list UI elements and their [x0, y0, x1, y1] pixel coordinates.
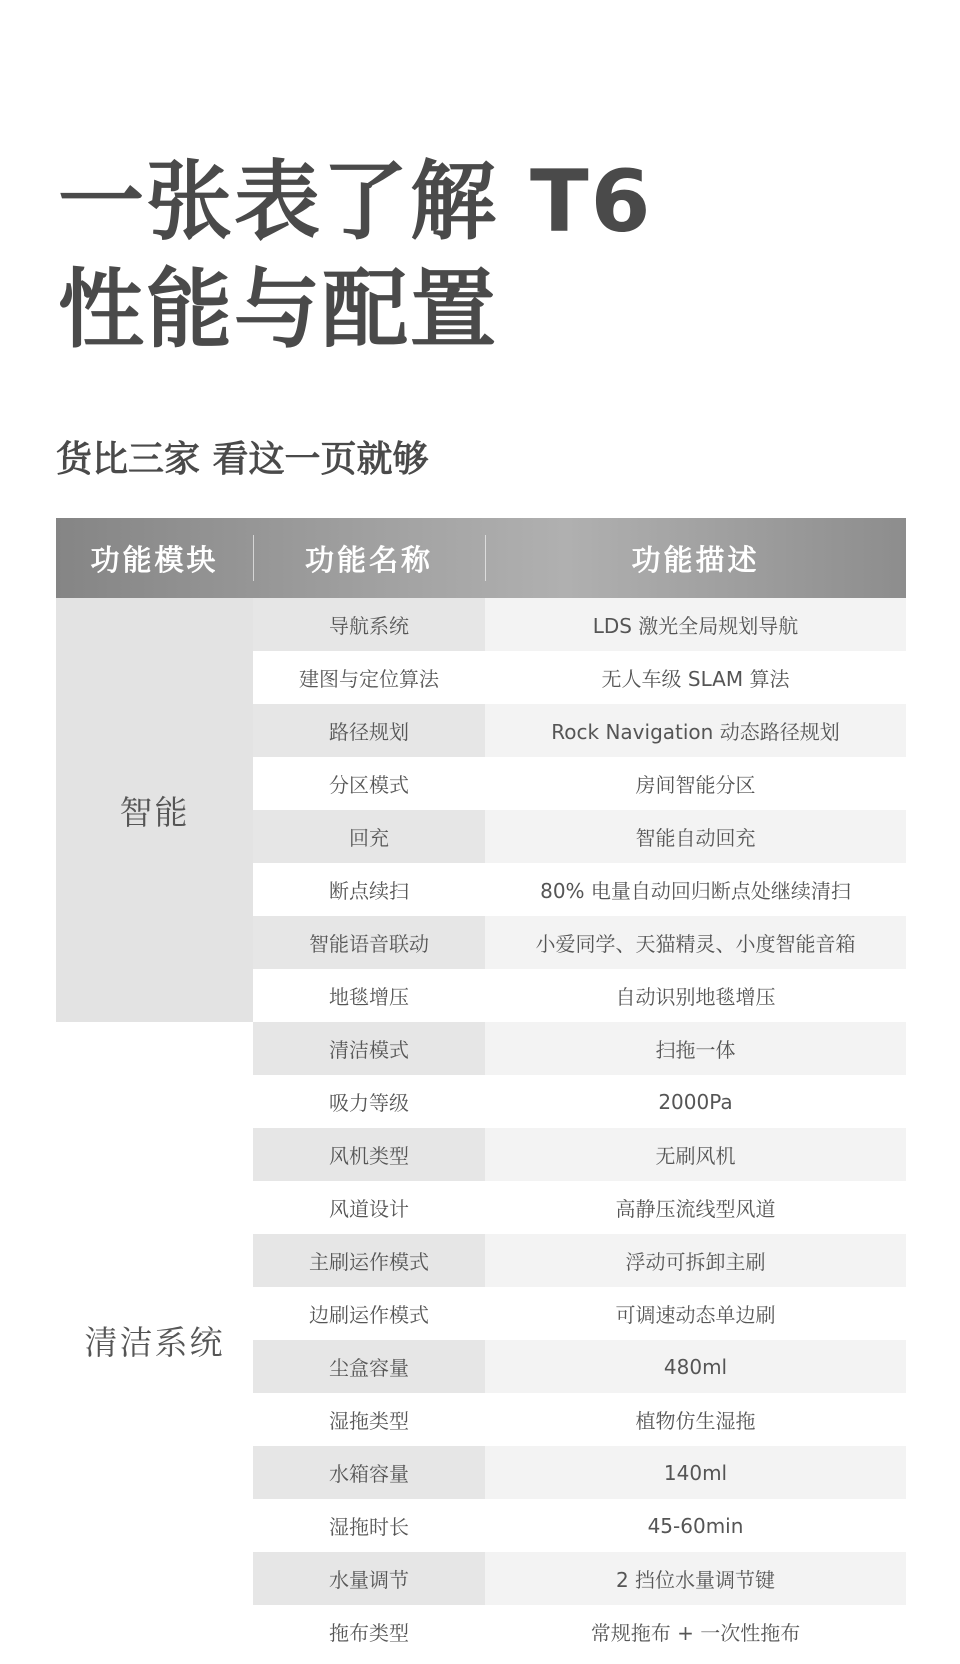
page-subtitle: 货比三家 看这一页就够: [56, 439, 429, 480]
table-row: [253, 1499, 906, 1552]
group-smart: [56, 598, 906, 1022]
row-name: 导航系统: [253, 598, 485, 651]
row-description: LDS 激光全局规划导航: [485, 598, 906, 651]
table-row: [253, 810, 906, 863]
page-title: [58, 148, 652, 364]
row-name: 分区模式: [253, 757, 485, 810]
row-description: 小爱同学、天猫精灵、小度智能音箱: [485, 916, 906, 969]
row-description: 2000Pa: [485, 1075, 906, 1128]
row-name: 路径规划: [253, 704, 485, 757]
spec-table: [56, 518, 906, 1658]
table-row: [253, 969, 906, 1022]
row-name: 断点续扫: [253, 863, 485, 916]
group-label: 智能: [56, 598, 253, 1022]
table-row: [253, 916, 906, 969]
group-cleaning-system: [56, 1022, 906, 1658]
row-name: 湿拖类型: [253, 1393, 485, 1446]
table-row: [253, 1605, 906, 1658]
page-title-line-2: 性能与配置: [58, 260, 498, 360]
row-description: 浮动可拆卸主刷: [485, 1234, 906, 1287]
group-rows: [253, 598, 906, 1022]
table-row: [253, 598, 906, 651]
row-name: 主刷运作模式: [253, 1234, 485, 1287]
table-row: [253, 1287, 906, 1340]
table-row: [253, 1340, 906, 1393]
row-description: 可调速动态单边刷: [485, 1287, 906, 1340]
row-description: 2 挡位水量调节键: [485, 1552, 906, 1605]
table-row: [253, 1446, 906, 1499]
row-name: 尘盒容量: [253, 1340, 485, 1393]
row-name: 水量调节: [253, 1552, 485, 1605]
table-row: [253, 1552, 906, 1605]
row-description: 140ml: [485, 1446, 906, 1499]
row-name: 智能语音联动: [253, 916, 485, 969]
row-name: 地毯增压: [253, 969, 485, 1022]
table-row: [253, 863, 906, 916]
group-rows: [253, 1022, 906, 1658]
row-description: 智能自动回充: [485, 810, 906, 863]
row-description: 植物仿生湿拖: [485, 1393, 906, 1446]
row-name: 回充: [253, 810, 485, 863]
table-row: [253, 1393, 906, 1446]
row-name: 拖布类型: [253, 1605, 485, 1658]
row-description: 80% 电量自动回归断点处继续清扫: [485, 863, 906, 916]
row-description: 扫拖一体: [485, 1022, 906, 1075]
header-module: 功能模块: [90, 542, 219, 577]
row-name: 清洁模式: [253, 1022, 485, 1075]
table-row: [253, 757, 906, 810]
row-description: 无人车级 SLAM 算法: [485, 651, 906, 704]
table-row: [253, 1128, 906, 1181]
row-name: 水箱容量: [253, 1446, 485, 1499]
row-name: 吸力等级: [253, 1075, 485, 1128]
page-title-line-1: 一张表了解 T6: [58, 152, 653, 252]
table-row: [253, 1075, 906, 1128]
row-name: 边刷运作模式: [253, 1287, 485, 1340]
table-header: [56, 518, 906, 598]
row-description: 无刷风机: [485, 1128, 906, 1181]
row-description: 常规拖布 + 一次性拖布: [485, 1605, 906, 1658]
row-name: 风道设计: [253, 1181, 485, 1234]
table-row: [253, 1181, 906, 1234]
row-description: Rock Navigation 动态路径规划: [485, 704, 906, 757]
header-name: 功能名称: [253, 518, 485, 598]
table-row: [253, 1234, 906, 1287]
row-name: 风机类型: [253, 1128, 485, 1181]
row-description: 高静压流线型风道: [485, 1181, 906, 1234]
row-name: 建图与定位算法: [253, 651, 485, 704]
table-row: [253, 651, 906, 704]
header-description: 功能描述: [485, 518, 906, 598]
row-description: 480ml: [485, 1340, 906, 1393]
row-description: 45-60min: [485, 1499, 906, 1552]
row-description: 房间智能分区: [485, 757, 906, 810]
table-row: [253, 704, 906, 757]
group-label: 清洁系统: [56, 1022, 253, 1658]
table-row: [253, 1022, 906, 1075]
row-name: 湿拖时长: [253, 1499, 485, 1552]
row-description: 自动识别地毯增压: [485, 969, 906, 1022]
